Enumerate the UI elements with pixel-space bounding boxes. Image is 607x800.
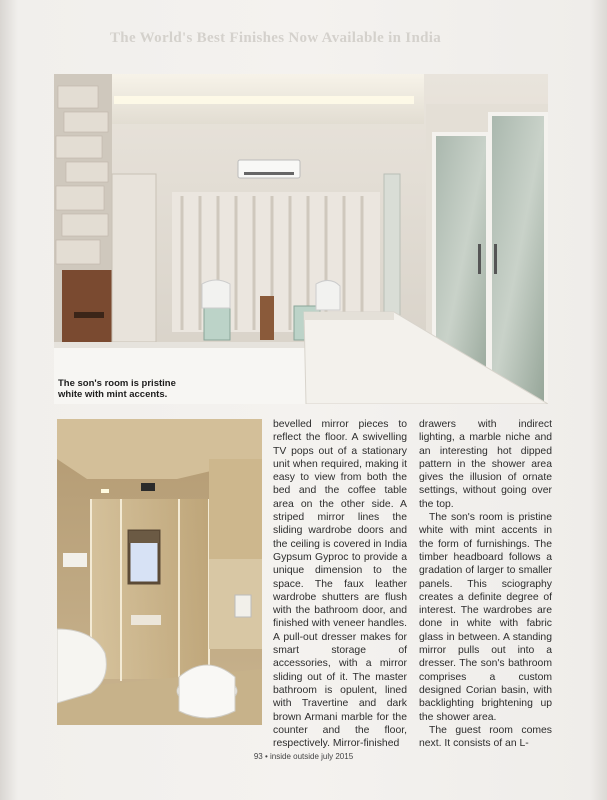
bedroom-illustration [54,74,548,404]
page-folio: 93 • inside outside july 2015 [253,752,354,761]
body-paragraph: bevelled mirror pieces to reflect the floor. A swivelling TV pops out of a stationary unit when required, making it easy to view from both the bed and the coffee table area on the other side. A striped mirror lines the sliding wardrobe doors and the ceiling is covered in India Gypsum Gyproc to provide a unique dimension to the space. The faux leather wardrobe shutters are flush with the bathroom door, and finished with veneer handles. A pull-out dresser makes for smart storage of accessories, with a mirror sliding out of it. The master bathroom is opulent, lined with Travertine and dark brown Armani marble for the counter and the floor, respectively. Mirror-finished [273,419,408,750]
bathroom-photo [57,419,262,725]
text-column-2 [419,418,552,750]
bedroom-photo [54,74,548,404]
body-paragraph: drawers with indirect lighting, a marble niche and an interesting hot dipped pattern in the shower area gives the illusion of ornate settings, without going over the top. [419,419,552,510]
bathroom-illustration [57,419,262,725]
body-paragraph: The guest room comes next. It consists of an L- [419,724,552,750]
body-paragraph: The son's room is pristine white with mint accents in the form of furnishings. The timber headboard follows a gradation of larger to smaller panels. This sciography creates a definite degree of interest. The wardrobes are done in white with fabric glass in between. A standing mirror pulls out into a dresser. The son's bathroom comprises a custom designed Corian basin, with backlighting brightening up the shower area. [419,512,552,723]
text-column-1 [273,418,407,750]
photo-caption: The son's room is pristine white with mint accents. [58,378,176,400]
bleed-through-text: The World's Best Finishes Now Available in India [110,30,441,46]
